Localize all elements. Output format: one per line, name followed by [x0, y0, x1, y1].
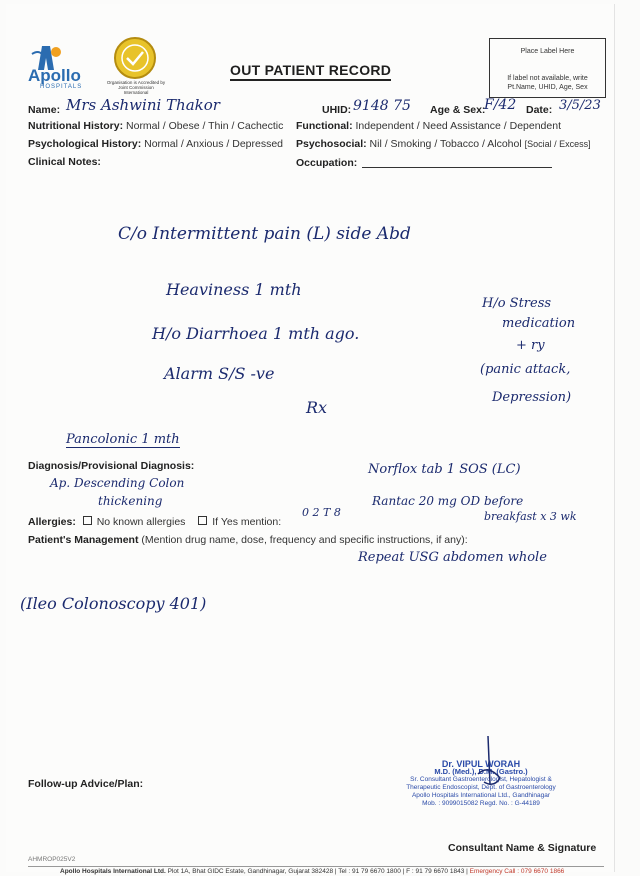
medication-line-3: breakfast x 3 wk [484, 510, 577, 523]
allergies-row [28, 516, 281, 528]
note-line-3: H/o Diarrhoea 1 mth ago. [152, 324, 360, 343]
agesex-label: Age & Sex: [430, 104, 486, 116]
note-line-1: C/o Intermittent pain (L) side Abd [118, 224, 411, 244]
record-page [6, 4, 615, 875]
agesex-value: F/42 [484, 97, 517, 113]
psychological-history [28, 138, 283, 150]
uhid-label: UHID: [322, 104, 352, 116]
place-label-title: Place Label Here [520, 48, 575, 55]
diagnosis-label: Diagnosis/Provisional Diagnosis: [28, 460, 195, 472]
diagnosis-line-1: Ap. Descending Colon [50, 476, 185, 490]
stamp-line-4: Mob. : 9099015082 Regd. No. : G-44189 [422, 800, 540, 807]
colonoscopy-note: (Ileo Colonoscopy 401) [20, 594, 207, 613]
apollo-logo-sub: HOSPITALS [40, 84, 83, 90]
dose-note: 0 2 T 8 [302, 506, 341, 519]
allergies-none-label: No known allergies [96, 516, 186, 528]
medication-line-1: Norflox tab 1 SOS (LC) [368, 462, 521, 477]
form-code: AHMROP025V2 [28, 856, 76, 863]
functional-status [296, 120, 561, 132]
footer-rule [28, 866, 604, 867]
allergies-label: Allergies: [28, 516, 76, 528]
functional-options: Independent / Need Assistance / Dependent [355, 120, 561, 132]
apollo-logo [28, 44, 98, 90]
occupation-label: Occupation: [296, 157, 358, 169]
footer-address: Plot 1A, Bhat GIDC Estate, Gandhinagar, Gujarat 382428 | Tel : 91 79 6670 1800 | F : 91 79 6670 1843 | [167, 868, 468, 875]
medication-line-4: Repeat USG abdomen whole [358, 550, 547, 565]
diagnosis-line-2: thickening [98, 494, 163, 508]
note-line-4: Alarm S/S -ve [164, 364, 275, 383]
followup-label: Follow-up Advice/Plan: [28, 778, 144, 790]
psychosocial-options: Nil / Smoking / Tobacco / Alcohol [369, 138, 522, 150]
rx-symbol: Rx [306, 398, 328, 417]
note-line-2: Heaviness 1 mth [166, 280, 302, 299]
management-hint: (Mention drug name, dose, frequency and specific instructions, if any): [141, 534, 468, 546]
jci-seal-icon [113, 36, 157, 80]
psychosocial-status [296, 138, 591, 150]
name-value: Mrs Ashwini Thakor [66, 96, 220, 114]
medication-line-2: Rantac 20 mg OD before [372, 494, 524, 508]
page-title: OUT PATIENT RECORD [230, 62, 391, 81]
allergies-yes-label: If Yes mention: [212, 516, 282, 528]
place-label-note: If label not available, write Pt.Name, UHID, Age, Sex [507, 75, 588, 91]
stamp-degree: M.D. (Med.), D.M. (Gastro.) [434, 767, 528, 776]
psychological-options: Normal / Anxious / Depressed [144, 138, 284, 150]
clinical-notes-label: Clinical Notes: [28, 156, 101, 168]
side-note-2: medication [502, 316, 576, 331]
side-note-4: (panic attack, [480, 362, 571, 377]
jci-caption: Organisation is Accredited by Joint Commission International [106, 80, 166, 95]
allergies-yes-checkbox[interactable] [198, 516, 207, 525]
date-value: 3/5/23 [559, 98, 601, 113]
name-label: Name: [28, 104, 61, 116]
footer-emergency: Emergency Call : 079 6670 1866 [469, 868, 565, 875]
side-note-5: Depression) [492, 390, 572, 405]
impression-note: Pancolonic 1 mth [66, 432, 180, 447]
jci-seal [106, 36, 166, 96]
nutritional-history [28, 120, 283, 132]
psychosocial-label: Psychosocial: [296, 138, 367, 150]
footer-company: Apollo Hospitals International Ltd. [60, 868, 166, 875]
stamp-name: Dr. VIPUL WORAH [441, 759, 521, 769]
stamp-line-3: Apollo Hospitals International Ltd., Gandhinagar [411, 792, 551, 799]
psychological-label: Psychological History: [28, 138, 142, 150]
side-note-3: + ry [516, 338, 545, 353]
place-label-box [489, 38, 606, 98]
uhid-value: 9148 75 [353, 98, 411, 114]
allergies-none-checkbox[interactable] [83, 516, 92, 525]
functional-label: Functional: [296, 120, 353, 132]
stamp-line-1: Sr. Consultant Gastroenterologist, Hepatologist & [410, 776, 552, 783]
occupation-line [362, 167, 552, 168]
signature-mark [458, 734, 518, 794]
management-label: Patient's Management [28, 534, 139, 546]
nutritional-options: Normal / Obese / Thin / Cachectic [126, 120, 284, 132]
management-row [28, 534, 468, 546]
date-label: Date: [526, 104, 553, 116]
stamp-line-2: Therapeutic Endoscopist, Dept. of Gastroenterology [406, 784, 556, 791]
consultant-label: Consultant Name & Signature [448, 842, 597, 854]
side-note-1: H/o Stress [482, 296, 552, 311]
nutritional-label: Nutritional History: [28, 120, 124, 132]
psychosocial-extra: [Social / Excess] [524, 139, 591, 149]
apollo-logo-text: Apollo [28, 66, 81, 85]
footer-line [60, 868, 564, 875]
